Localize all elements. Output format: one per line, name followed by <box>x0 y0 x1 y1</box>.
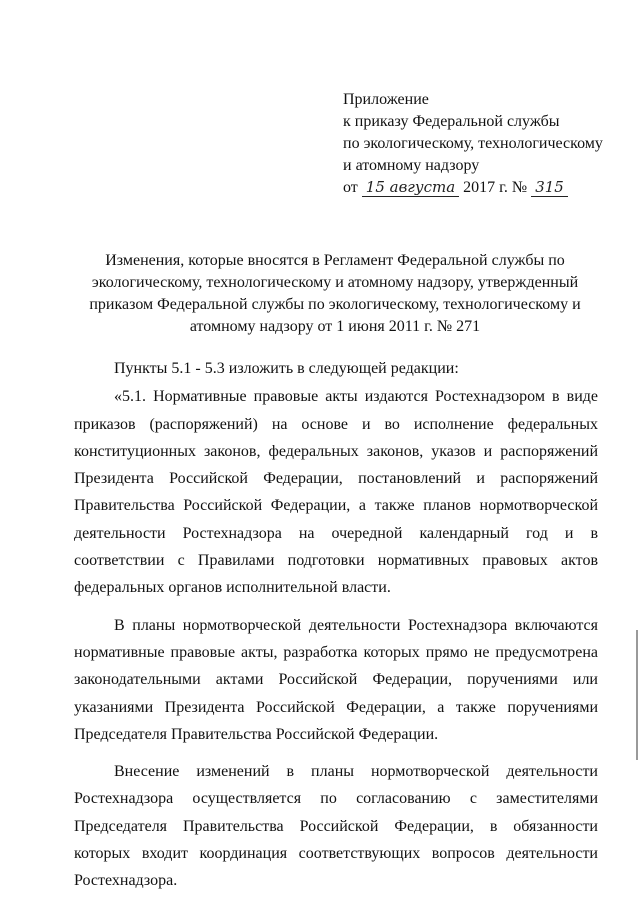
handwritten-date: 15 августа <box>362 178 459 197</box>
paragraph-plans: В планы нормотворческой деятельности Ростехнадзора включаются нормативные правовые акты, разработка которых прямо не предусмотрена законодательными актами Российской Федерации, поручениями или указаниями Президента Российской Федерации, а также поручениями Председателя Правительства Российской Федерации. <box>74 616 598 743</box>
appendix-line: и атомному надзору <box>343 157 480 174</box>
paragraph-changes: Внесение изменений в планы нормотворческой деятельности Ростехнадзора осуществляется по согласованию с заместителями Председателя Правительства Российской Федерации, в обязанности которых входит координация соответствующих вопросов деятельности Ростехнадзора. <box>74 763 598 890</box>
appendix-line: Приложение <box>343 91 429 108</box>
order-date-line <box>343 177 603 199</box>
handwritten-order-number: 315 <box>531 178 568 197</box>
document-title: Изменения, которые вносятся в Регламент Федеральной службы по экологическому, технологическому и атомному надзору, утвержденный приказом Федеральной службы по экологическому, технологическому и атомному надзору от 1 июня 2011 г. № 271 <box>89 252 581 335</box>
paragraph-5-1: «5.1. Нормативные правовые акты издаются Ростехнадзором в виде приказов (распоряжений) на основе и во исполнение федеральных конституционных законов, федеральных законов, указов и распоряжений Президента Российской Федерации, постановлений и распоряжений Правительства Российской Федерации, а также планов нормотворческой деятельности Ростехнадзора на очередной календарный год и в соответствии с Правилами подготовки нормативных правовых актов федеральных органов исполнительной власти. <box>74 388 598 597</box>
year-text: 2017 г. № <box>463 179 528 196</box>
intro-paragraph: Пункты 5.1 - 5.3 изложить в следующей редакции: <box>114 360 459 377</box>
date-prefix: от <box>343 179 358 196</box>
appendix-line: к приказу Федеральной службы <box>343 113 560 130</box>
appendix-header <box>343 89 603 199</box>
scan-edge-mark <box>636 630 638 760</box>
appendix-line: по экологическому, технологическому <box>343 135 603 152</box>
document-body <box>74 355 598 895</box>
